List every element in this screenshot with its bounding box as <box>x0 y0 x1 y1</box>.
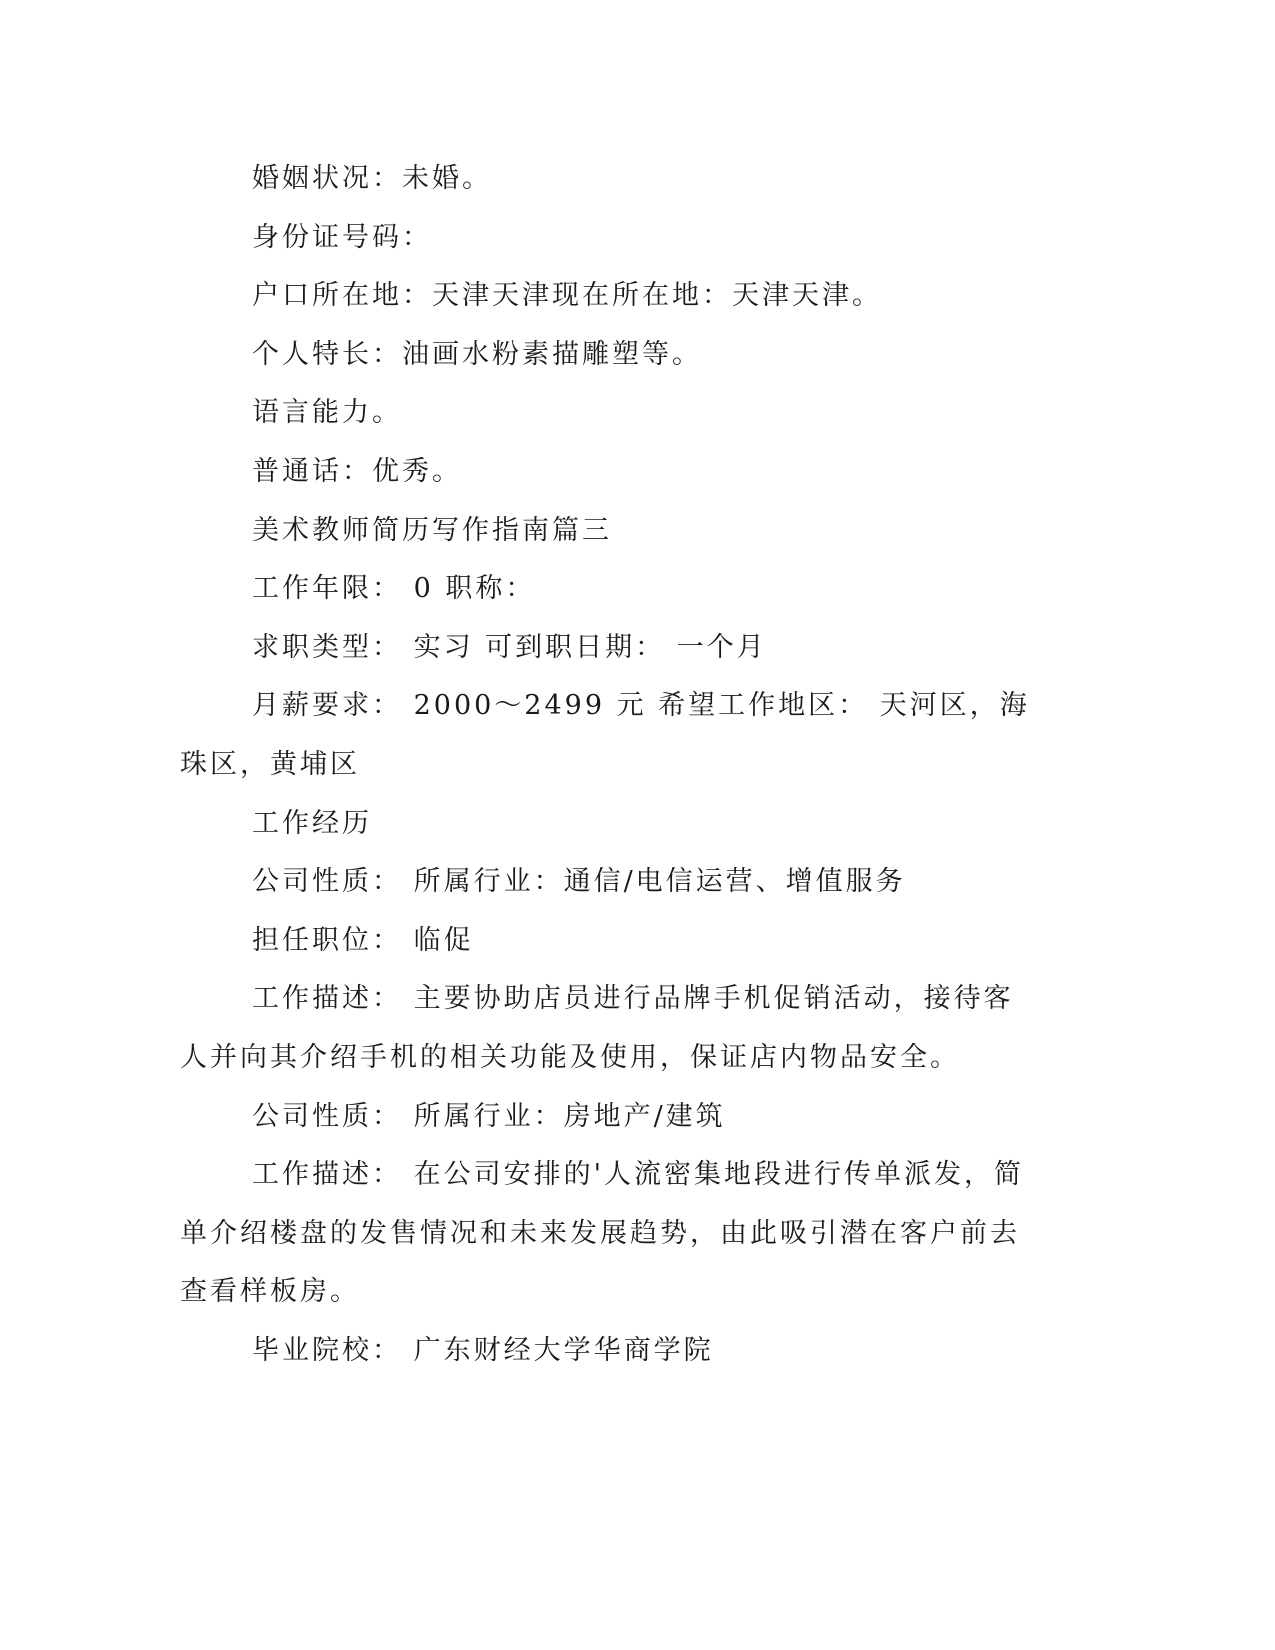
paragraph-work-experience: 工作经历 <box>252 807 372 839</box>
paragraph-id-number: 身份证号码： <box>252 221 432 253</box>
paragraph-language-ability: 语言能力。 <box>252 397 402 429</box>
paragraph-personal-skills: 个人特长：油画水粉素描雕塑等。 <box>252 338 702 370</box>
paragraph-company-1: 公司性质： 所属行业：通信/电信运营、增值服务 <box>252 866 906 898</box>
paragraph-work-years: 工作年限： 0 职称： <box>252 573 536 605</box>
paragraph-job-description-1: 工作描述： 主要协助店员进行品牌手机促销活动，接待客人并向其介绍手机的相关功能及使用，保证店内物品安全。 <box>180 983 1014 1073</box>
paragraph-position: 担任职位： 临促 <box>252 924 474 956</box>
document-body <box>180 150 1030 1380</box>
paragraph-salary: 月薪要求： 2000～2499 元 希望工作地区： 天河区，海珠区，黄埔区 <box>180 690 1030 780</box>
paragraph-mandarin: 普通话：优秀。 <box>252 455 462 487</box>
section-heading: 美术教师简历写作指南篇三 <box>252 514 612 546</box>
paragraph-company-2: 公司性质： 所属行业：房地产/建筑 <box>252 1100 726 1132</box>
paragraph-school: 毕业院校： 广东财经大学华商学院 <box>252 1334 714 1366</box>
paragraph-job-description-2: 工作描述： 在公司安排的'人流密集地段进行传单派发，简单介绍楼盘的发售情况和未来发展趋势，由此吸引潜在客户前去查看样板房。 <box>180 1159 1025 1308</box>
paragraph-household-location: 户口所在地：天津天津现在所在地：天津天津。 <box>252 280 882 312</box>
paragraph-marital-status: 婚姻状况：未婚。 <box>252 163 492 194</box>
paragraph-job-type: 求职类型： 实习 可到职日期： 一个月 <box>252 631 767 663</box>
